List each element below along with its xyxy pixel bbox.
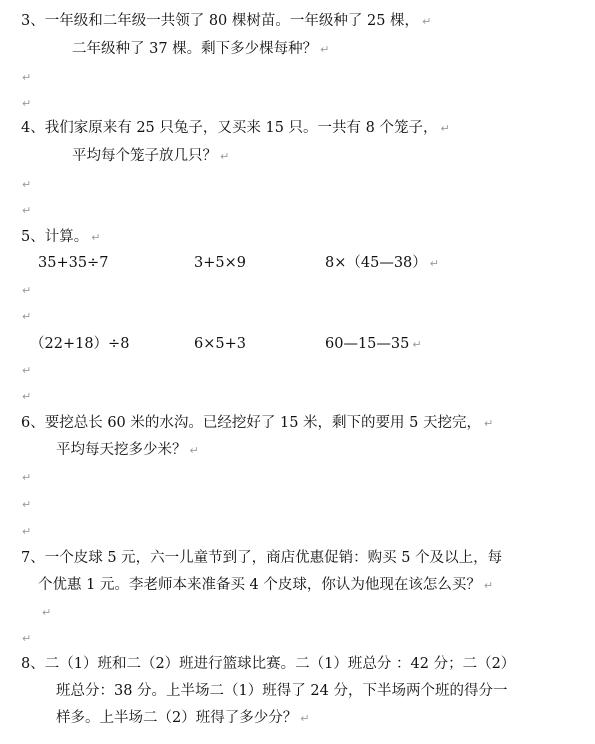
paragraph-mark-icon: ↵ [22, 204, 32, 217]
expression-5: 6×5+3 [194, 336, 246, 352]
problem-3-line-1: 3、一年级和二年级一共领了 80 棵树苗。一年级种了 25 棵， ↵ [21, 13, 432, 29]
paragraph-mark-icon: ↵ [189, 444, 199, 457]
paragraph-mark-icon: ↵ [22, 390, 32, 403]
expression-2: 3+5×9 [194, 255, 246, 271]
paragraph-mark-icon: ↵ [91, 231, 101, 244]
problem-6-line-1: 6、要挖总长 60 米的水沟。已经挖好了 15 米，剩下的要用 5 天挖完， ↵ [21, 415, 494, 431]
problem-7-line-2: 个优惠 1 元。李老师本来准备买 4 个皮球，你认为他现在该怎么买？ ↵ [38, 577, 494, 593]
expression-1: 35+35÷7 [38, 255, 109, 271]
paragraph-mark-icon: ↵ [42, 606, 52, 619]
paragraph-mark-icon: ↵ [22, 178, 32, 191]
problem-5-heading: 5、计算。 ↵ [21, 229, 101, 245]
paragraph-mark-icon: ↵ [22, 284, 32, 297]
expression-3: 8×（45—38） ↵ [325, 255, 439, 271]
paragraph-mark-icon: ↵ [22, 71, 32, 84]
problem-6-line-2: 平均每天挖多少米？ ↵ [56, 442, 199, 458]
paragraph-mark-icon: ↵ [300, 712, 310, 725]
paragraph-mark-icon: ↵ [22, 310, 32, 323]
paragraph-mark-icon: ↵ [484, 417, 494, 430]
paragraph-mark-icon: ↵ [22, 525, 32, 538]
expression-4: （22+18）÷8 [30, 336, 130, 352]
paragraph-mark-icon: ↵ [422, 15, 432, 28]
paragraph-mark-icon: ↵ [320, 43, 330, 56]
paragraph-mark-icon: ↵ [22, 632, 32, 645]
problem-8-line-3: 样多。上半场二（2）班得了多少分？ ↵ [56, 710, 310, 726]
problem-8-line-1: 8、二（1）班和二（2）班进行篮球比赛。二（1）班总分 ：42 分；二（2） [21, 656, 516, 672]
paragraph-mark-icon: ↵ [22, 471, 32, 484]
problem-4-line-1: 4、我们家原来有 25 只兔子，又买来 15 只。一共有 8 个笼子， ↵ [21, 120, 450, 136]
problem-4-line-2: 平均每个笼子放几只？ ↵ [72, 148, 230, 164]
paragraph-mark-icon: ↵ [440, 122, 450, 135]
paragraph-mark-icon: ↵ [22, 498, 32, 511]
paragraph-mark-icon: ↵ [483, 579, 494, 592]
problem-7-line-1: 7、一个皮球 5 元，六一儿童节到了，商店优惠促销：购买 5 个及以上，每 [21, 550, 503, 566]
paragraph-mark-icon: ↵ [22, 364, 32, 377]
paragraph-mark-icon: ↵ [22, 97, 32, 110]
expression-6: 60—15—35 ↵ [325, 336, 422, 352]
paragraph-mark-icon: ↵ [429, 257, 439, 270]
problem-8-line-2: 班总分：38 分。上半场二（1）班得了 24 分，下半场两个班的得分一 [56, 683, 508, 699]
paragraph-mark-icon: ↵ [220, 150, 230, 163]
problem-3-line-2: 二年级种了 37 棵。剩下多少棵每种？ ↵ [72, 41, 330, 57]
paragraph-mark-icon: ↵ [412, 338, 422, 351]
